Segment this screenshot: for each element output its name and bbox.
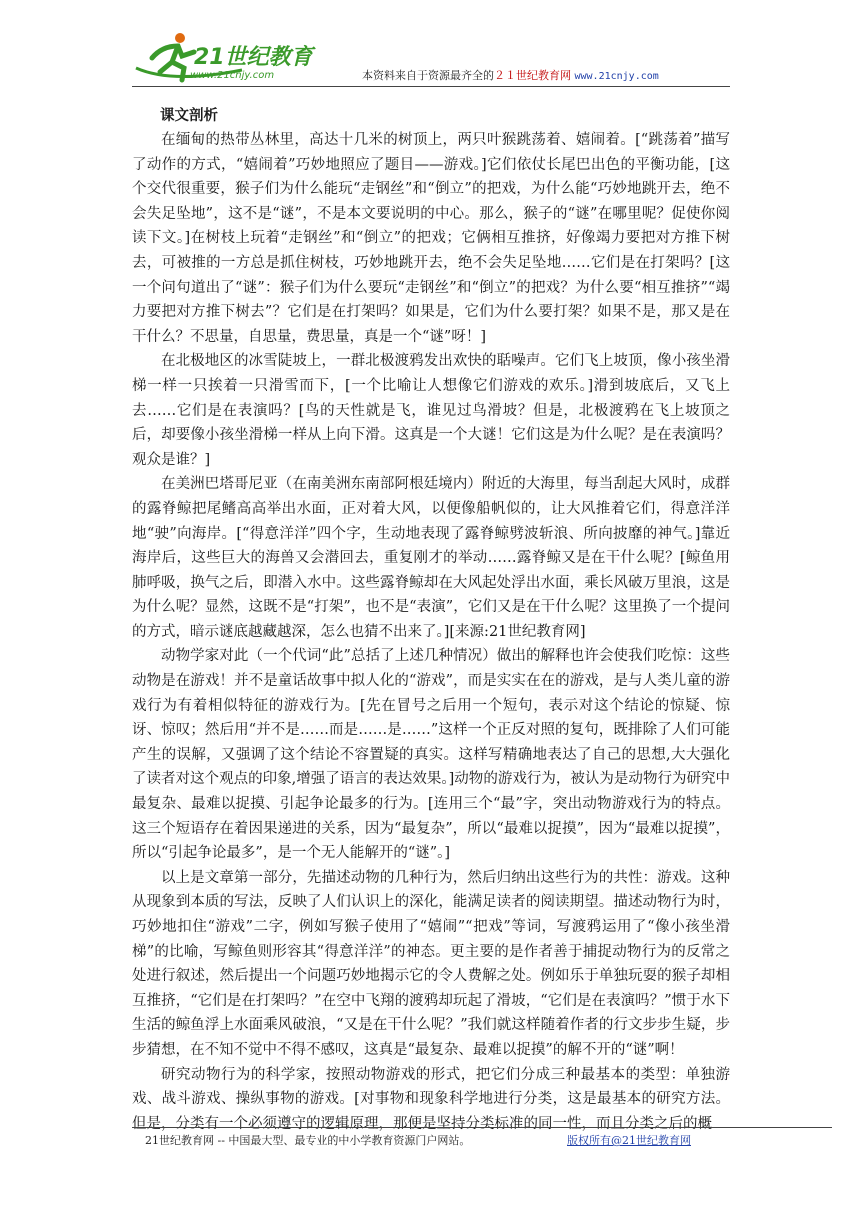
paragraph-5: 以上是文章第一部分，先描述动物的几种行为，然后归纳出这些行为的共性：游戏。这种从现象到本质的写法，反映了人们认识上的深化，能满足读者的阅读期望。描述动物行为时，巧妙地扣住“游戏”二字，例如写猴子使用了“嬉闹”“把戏”等词，写渡鸦运用了“像小孩坐滑梯”的比喻，写鲸鱼则形容其“得意洋洋”的神态。更主要的是作者善于捕捉动物行为的反常之处进行叙述，然后提出一个问题巧妙地揭示它的令人费解之处。例如乐于单独玩耍的猴子却相互推挤，“它们是在打架吗？”在空中飞翔的渡鸦却玩起了滑坡，“它们是在表演吗？”惯于水下生活的鲸鱼浮上水面乘风破浪，“又是在干什么呢？”我们就这样随着作者的行文步步生疑，步步猜想，在不知不觉中不得不感叹，这真是“最复杂、最难以捉摸”的解不开的“谜”啊！ <box>132 869 730 1058</box>
footer-description: 21世纪教育网 -- 中国最大型、最专业的中小学教育资源门户网站。 <box>145 1134 471 1147</box>
document-body <box>132 104 730 1136</box>
section-title: 课文剖析 <box>160 107 218 124</box>
page-header <box>132 28 732 88</box>
header-site-url[interactable]: www.21cnjy.com <box>574 71 659 82</box>
paragraph-6: 研究动物行为的科学家，按照动物游戏的形式，把它们分成三种最基本的类型：单独游戏、战斗游戏、操纵事物的游戏。[对事物和现象科学地进行分类，这是最基本的研究方法。但是，分类有一个必须遵守的逻辑原理，那便是坚持分类标准的同一性，而且分类之后的概 <box>132 1066 730 1132</box>
page-footer <box>145 1132 765 1148</box>
paragraph-4: 动物学家对此（一个代词“此”总括了上述几种情况）做出的解释也许会使我们吃惊：这些动物是在游戏！并不是童话故事中拟人化的“游戏”，而是实实在在的游戏，是与人类儿童的游戏行为有着相似特征的游戏行为。[先在冒号之后用一个短句，表示对这个结论的惊疑、惊讶、惊叹；然后用“并不是……而是……是……”这样一个正反对照的复句，既排除了人们可能产生的误解，又强调了这个结论不容置疑的真实。这样写精确地表达了自己的思想,大大强化了读者对这个观点的印象,增强了语言的表达效果。]动物的游戏行为，被认为是动物行为研究中最复杂、最难以捉摸、引起争论最多的行为。[连用三个“最”字，突出动物游戏行为的特点。这三个短语存在着因果递进的关系，因为“最复杂”，所以“最难以捉摸”，因为“最难以捉摸”，所以“引起争论最多”，是一个无人能解开的“谜”。] <box>132 648 730 862</box>
paragraph-1: 在缅甸的热带丛林里，高达十几米的树顶上，两只叶猴跳荡着、嬉闹着。[“跳荡着”描写了动作的方式，“嬉闹着”巧妙地照应了题目——游戏。]它们依仗长尾巴出色的平衡功能，[这个交代很重要，猴子们为什么能玩“走钢丝”和“倒立”的把戏，为什么能“巧妙地跳开去，绝不会失足坠地”，这不是“谜”，不是本文要说明的中心。那么，猴子的“谜”在哪里呢？促使你阅读下文。]在树枝上玩着“走钢丝”和“倒立”的把戏；它俩相互推挤，好像竭力要把对方推下树去，可被推的一方总是抓住树枝，巧妙地跳开去，绝不会失足坠地……它们是在打架吗？[这一个问句道出了“谜”：猴子们为什么要玩“走钢丝”和“倒立”的把戏？为什么要“相互推挤”“竭力要把对方推下树去”？它们是在打架吗？如果是，它们为什么要打架？如果不是，那又是在干什么？不思量，自思量，费思量，真是一个“谜”呀！] <box>132 132 730 345</box>
footer-divider <box>132 1127 832 1128</box>
paragraph-2: 在北极地区的冰雪陡坡上，一群北极渡鸦发出欢快的聒噪声。它们飞上坡顶，像小孩坐滑梯一样一只挨着一只滑雪而下，[一个比喻让人想像它们游戏的欢乐。]滑到坡底后，又飞上去……它们是在表演吗？[鸟的天性就是飞，谁见过鸟滑坡？但是，北极渡鸦在飞上坡顶之后，却要像小孩坐滑梯一样从上向下滑。这真是一个大谜！它们这是为什么呢？是在表演吗？观众是谁？] <box>132 353 730 468</box>
footer-copyright-link[interactable]: 版权所有@21世纪教育网 <box>567 1134 691 1147</box>
site-logo <box>132 28 332 84</box>
paragraph-3: 在美洲巴塔哥尼亚（在南美洲东南部阿根廷境内）附近的大海里，每当刮起大风时，成群的露脊鲸把尾鳍高高举出水面，正对着大风，以便像船帆似的，让大风推着它们，得意洋洋地“驶”向海岸。[“得意洋洋”四个字，生动地表现了露脊鲸劈波斩浪、所向披靡的神气。]靠近海岸后，这些巨大的海兽又会潜回去，重复刚才的举动……露脊鲸又是在干什么呢？[鲸鱼用肺呼吸，换气之后，即潜入水中。这些露脊鲸却在大风起处浮出水面，乘长风破万里浪，这是为什么呢？显然，这既不是“打架”，也不是“表演”，它们又是在干什么呢？这里换了一个提问的方式，暗示谜底越藏越深，怎么也猜不出来了。][来源:21世纪教育网] <box>132 476 730 640</box>
header-site-name: ２１世纪教育网 <box>494 69 571 82</box>
svg-text:21世纪教育: 21世纪教育 <box>194 45 313 70</box>
header-tagline: 本资料来自于资源最齐全的２１世纪教育网 www.21cnjy.com <box>362 69 659 82</box>
header-divider <box>132 86 730 87</box>
svg-text:www.21cnjy.com: www.21cnjy.com <box>190 70 275 81</box>
